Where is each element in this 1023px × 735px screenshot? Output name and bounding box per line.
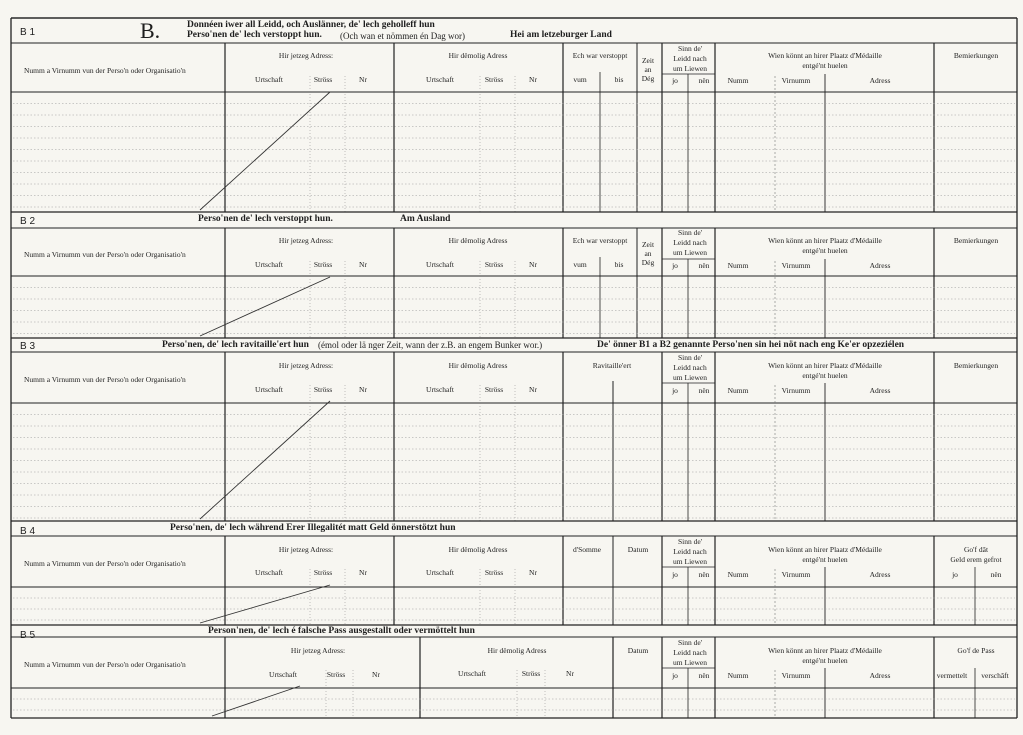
col-um-liewen: um Liewen bbox=[673, 658, 707, 667]
col-nr-2: Nr bbox=[529, 75, 537, 84]
section-code-b2: B 2 bbox=[20, 216, 36, 227]
col-hir-jetzeg-adress: Hir jetzeg Adress: bbox=[278, 361, 334, 370]
col-hir-jetzeg-adress: Hir jetzeg Adress: bbox=[278, 545, 334, 554]
col-nr-2: Nr bbox=[529, 260, 537, 269]
col-hir-demolig-adress: Hir dëmolig Adress bbox=[448, 51, 508, 60]
col-numm: Numm bbox=[727, 671, 749, 680]
section-code-b5: B 5 bbox=[20, 630, 36, 641]
section-title-b2: Perso'nen de' lech verstoppt hun. bbox=[198, 214, 333, 224]
col-hir-demolig-adress: Hir dëmolig Adress bbox=[487, 646, 547, 655]
col-adress: Adress bbox=[869, 76, 891, 85]
col-sinn-de: Sinn de' bbox=[677, 537, 703, 546]
col-virnumm: Virnumm bbox=[781, 261, 811, 270]
col-entgent-huelen: entgé'nt huelen bbox=[802, 246, 848, 255]
col-urtschaft: Urtschaft bbox=[255, 260, 283, 269]
col-jo: jo bbox=[672, 261, 678, 270]
col-leidd-nach: Leidd nach bbox=[673, 363, 707, 372]
col-bis: bis bbox=[614, 75, 624, 84]
col-geld-erem-gefrot: Geld erem gefrot bbox=[950, 555, 1002, 564]
col-wien-konnt: Wien könnt an hirer Plaatz d'Médaille bbox=[768, 646, 882, 655]
col-gof-de-pass: Go'f de Pass bbox=[957, 646, 995, 655]
section-title-b5: Person'nen, de' lech é falsche Pass ausgestallt oder vermöttelt hun bbox=[208, 626, 475, 636]
col-adress: Adress bbox=[869, 570, 891, 579]
col-hir-demolig-adress: Hir dëmolig Adress bbox=[448, 545, 508, 554]
col-ravitailleert: Ravitaille'ert bbox=[592, 361, 632, 370]
col-bis: bis bbox=[614, 260, 624, 269]
col-numm-a-virnumm: Numm a Virnumm vun der Perso'n oder Organisatio'n bbox=[24, 66, 186, 75]
s2-pen-diagonal bbox=[200, 277, 330, 336]
col-hir-jetzeg-adress: Hir jetzeg Adress: bbox=[278, 236, 334, 245]
col-virnumm: Virnumm bbox=[781, 386, 811, 395]
col-wien-konnt: Wien könnt an hirer Plaatz d'Médaille bbox=[768, 51, 882, 60]
col-nr-2: Nr bbox=[529, 568, 537, 577]
col-nr-2: Nr bbox=[529, 385, 537, 394]
section-note-b3: (émol oder lä nger Zeit, wann der z.B. an engem Bunker wor.) bbox=[318, 340, 543, 350]
s1-pen-diagonal bbox=[200, 92, 330, 210]
col-datum: Datum bbox=[627, 545, 649, 554]
col-stross: Ströss bbox=[313, 75, 333, 84]
col-virnumm: Virnumm bbox=[781, 76, 811, 85]
form-title-line-2-place: Hei am letzeburger Land bbox=[510, 30, 612, 40]
col-entgent-huelen: entgé'nt huelen bbox=[802, 371, 848, 380]
col-nen: nën bbox=[698, 261, 710, 270]
col-nr: Nr bbox=[359, 75, 367, 84]
col-numm: Numm bbox=[727, 261, 749, 270]
col-entgent-huelen: entgé'nt huelen bbox=[802, 61, 848, 70]
col-zeit: Zeit bbox=[641, 56, 655, 65]
col-numm-a-virnumm: Numm a Virnumm vun der Perso'n oder Organisatio'n bbox=[24, 660, 186, 669]
col-stross-2: Ströss bbox=[521, 669, 541, 678]
col-urtschaft-2: Urtschaft bbox=[426, 260, 454, 269]
section-code-b3: B 3 bbox=[20, 341, 36, 352]
col-ech-war-verstoppt: Ech war verstoppt bbox=[572, 51, 628, 60]
col-um-liewen: um Liewen bbox=[673, 373, 707, 382]
col-nen: nën bbox=[698, 671, 710, 680]
col-stross-2: Ströss bbox=[484, 75, 504, 84]
col-urtschaft-2: Urtschaft bbox=[426, 568, 454, 577]
col-wien-konnt: Wien könnt an hirer Plaatz d'Médaille bbox=[768, 545, 882, 554]
col-numm: Numm bbox=[727, 76, 749, 85]
section-title-b4: Perso'nen, de' lech während Erer Illegalitét matt Geld önnerstötzt hun bbox=[170, 523, 456, 533]
col-gof-dat: Go'f dât bbox=[963, 545, 989, 554]
col-nen: nën bbox=[698, 386, 710, 395]
col-nr: Nr bbox=[359, 385, 367, 394]
col-leidd-nach: Leidd nach bbox=[673, 238, 707, 247]
col-jo: jo bbox=[672, 76, 678, 85]
col-urtschaft-2: Urtschaft bbox=[426, 75, 454, 84]
col-bemierkungen: Bemierkungen bbox=[953, 361, 999, 370]
col-jo: jo bbox=[672, 386, 678, 395]
col-stross: Ströss bbox=[326, 670, 346, 679]
col-numm-a-virnumm: Numm a Virnumm vun der Perso'n oder Organisatio'n bbox=[24, 375, 186, 384]
col-jo: jo bbox=[672, 570, 678, 579]
section-place-b2: Am Ausland bbox=[400, 214, 451, 224]
form-title-line-1: Donnéen iwer all Leidd, och Auslänner, de' lech geholleff hun bbox=[187, 20, 435, 30]
col-jo: jo bbox=[672, 671, 678, 680]
col-um-liewen: um Liewen bbox=[673, 248, 707, 257]
section-code-b1: B 1 bbox=[20, 27, 36, 38]
col-hir-jetzeg-adress: Hir jetzeg Adress: bbox=[278, 51, 334, 60]
col-adress: Adress bbox=[869, 261, 891, 270]
col-ech-war-verstoppt: Ech war verstoppt bbox=[572, 236, 628, 245]
col-virnumm: Virnumm bbox=[781, 570, 811, 579]
col-stross: Ströss bbox=[313, 260, 333, 269]
col-leidd-nach: Leidd nach bbox=[673, 648, 707, 657]
col-zeit: Zeit bbox=[641, 240, 655, 249]
col-sinn-de: Sinn de' bbox=[677, 353, 703, 362]
form-title-line-2: Perso'nen de' lech verstoppt hun. bbox=[187, 30, 322, 40]
col-sinn-de: Sinn de' bbox=[677, 228, 703, 237]
col-sinn-de: Sinn de' bbox=[677, 44, 703, 53]
col-nen-gefrot: nën bbox=[990, 570, 1002, 579]
col-vermettelt: vermettelt bbox=[936, 671, 968, 680]
s3-pen-diagonal bbox=[200, 401, 330, 519]
col-nr: Nr bbox=[359, 568, 367, 577]
col-jo-gefrot: jo bbox=[952, 570, 958, 579]
col-numm-a-virnumm: Numm a Virnumm vun der Perso'n oder Organisatio'n bbox=[24, 559, 186, 568]
col-stross-2: Ströss bbox=[484, 260, 504, 269]
col-numm: Numm bbox=[727, 570, 749, 579]
col-urtschaft: Urtschaft bbox=[255, 75, 283, 84]
col-nen: nën bbox=[698, 570, 710, 579]
col-adress: Adress bbox=[869, 386, 891, 395]
col-entgent-huelen: entgé'nt huelen bbox=[802, 555, 848, 564]
col-sinn-de: Sinn de' bbox=[677, 638, 703, 647]
col-an: an bbox=[644, 249, 652, 258]
form-title-line-2-note: (Och wan et nömmen én Dag wor) bbox=[340, 31, 465, 41]
section-title-b3: Perso'nen, de' lech ravitaille'ert hun bbox=[162, 340, 309, 350]
col-vum: vum bbox=[573, 260, 587, 269]
col-virnumm: Virnumm bbox=[781, 671, 811, 680]
s4-pen-diagonal bbox=[200, 585, 330, 623]
col-hir-demolig-adress: Hir dëmolig Adress bbox=[448, 361, 508, 370]
col-urtschaft-2: Urtschaft bbox=[458, 669, 486, 678]
section-code-b4: B 4 bbox=[20, 526, 36, 537]
col-an: an bbox=[644, 65, 652, 74]
col-stross: Ströss bbox=[313, 568, 333, 577]
col-adress: Adress bbox=[869, 671, 891, 680]
col-um-liewen: um Liewen bbox=[673, 557, 707, 566]
col-wien-konnt: Wien könnt an hirer Plaatz d'Médaille bbox=[768, 236, 882, 245]
col-vum: vum bbox=[573, 75, 587, 84]
col-urtschaft: Urtschaft bbox=[255, 385, 283, 394]
col-numm: Numm bbox=[727, 386, 749, 395]
col-deg: Dég bbox=[641, 258, 655, 267]
col-stross: Ströss bbox=[313, 385, 333, 394]
col-datum: Datum bbox=[627, 646, 649, 655]
col-bemierkungen: Bemierkungen bbox=[953, 51, 999, 60]
col-stross-2: Ströss bbox=[484, 568, 504, 577]
col-numm-a-virnumm: Numm a Virnumm vun der Perso'n oder Organisatio'n bbox=[24, 250, 186, 259]
section-letter: B. bbox=[140, 18, 161, 43]
col-um-liewen: um Liewen bbox=[673, 64, 707, 73]
section-note2-b3: De' önner B1 a B2 genannte Perso'nen sin hei nöt nach eng Ke'er opzeziélen bbox=[597, 340, 905, 350]
col-bemierkungen: Bemierkungen bbox=[953, 236, 999, 245]
col-urtschaft: Urtschaft bbox=[255, 568, 283, 577]
col-verschaft: verschâft bbox=[981, 671, 1009, 680]
col-wien-konnt: Wien könnt an hirer Plaatz d'Médaille bbox=[768, 361, 882, 370]
col-stross-2: Ströss bbox=[484, 385, 504, 394]
col-hir-demolig-adress: Hir dëmolig Adress bbox=[448, 236, 508, 245]
col-deg: Dég bbox=[641, 74, 655, 83]
col-leidd-nach: Leidd nach bbox=[673, 54, 707, 63]
col-entgent-huelen: entgé'nt huelen bbox=[802, 656, 848, 665]
col-nen: nën bbox=[698, 76, 710, 85]
col-nr: Nr bbox=[359, 260, 367, 269]
col-leidd-nach: Leidd nach bbox=[673, 547, 707, 556]
col-hir-jetzeg-adress: Hir jetzeg Adress: bbox=[290, 646, 346, 655]
col-urtschaft-2: Urtschaft bbox=[426, 385, 454, 394]
col-nr: Nr bbox=[372, 670, 380, 679]
col-nr-2: Nr bbox=[566, 669, 574, 678]
col-dsomme: d'Somme bbox=[572, 545, 602, 554]
col-urtschaft: Urtschaft bbox=[269, 670, 297, 679]
